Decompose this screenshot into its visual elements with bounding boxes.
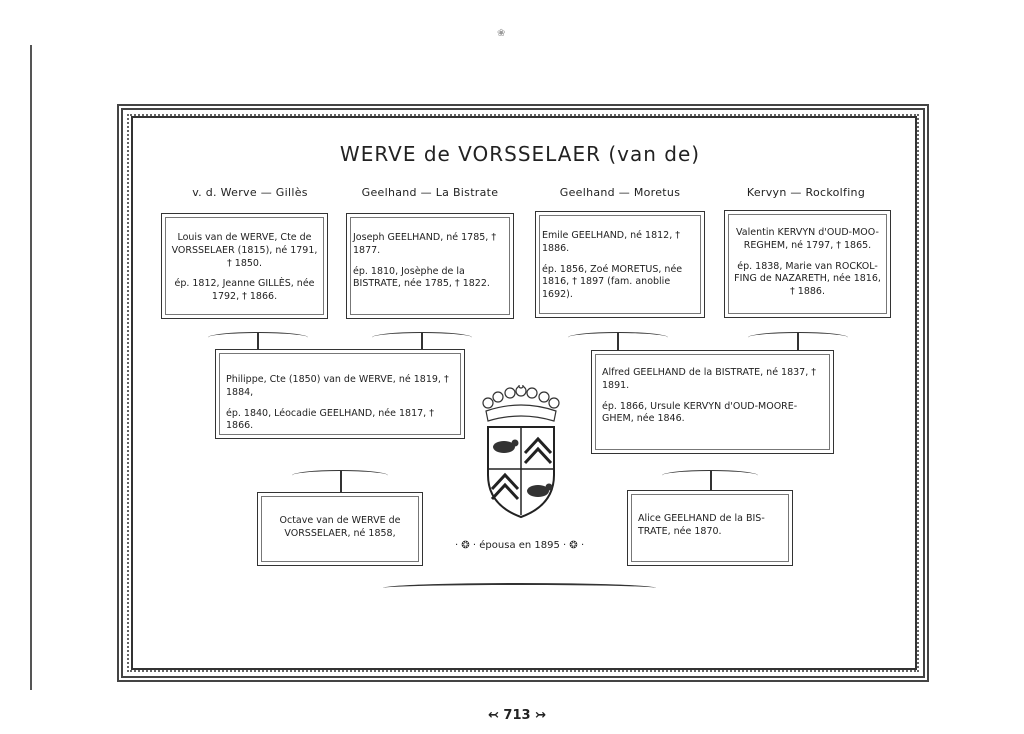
bottom-flourish (383, 583, 656, 593)
family-box-text: Joseph GEELHAND, né 1785, † 1877. (353, 232, 497, 256)
family-box-text: Alice GEELHAND de la BIS-TRATE, née 1870. (638, 513, 765, 537)
top-ornament-mark: ❀ (497, 28, 506, 39)
coat-of-arms (478, 385, 564, 525)
family-box-gen1-3 (535, 211, 705, 318)
family-box-text: Emile GEELHAND, né 1812, † 1886. (542, 230, 681, 254)
family-box-gen2-2 (591, 350, 834, 454)
column-heading-3: Geelhand — Moretus (559, 186, 681, 199)
scan-edge-line (30, 45, 32, 690)
page-title: WERVE de VORSSELAER (van de) (339, 142, 701, 166)
family-box-text: Louis van de WERVE, Cte de VORSSELAER (1815), né 1791, † 1850. (171, 232, 318, 269)
family-box-text: Alfred GEELHAND de la BISTRATE, né 1837, † 1891. (602, 367, 817, 391)
family-box-gen2-1 (215, 349, 465, 439)
family-box-text: ép. 1810, Josèphe de la BISTRATE, née 1785, † 1822. (353, 265, 490, 290)
page-number: ↢ 713 ↣ (488, 708, 546, 723)
marriage-note: · ❂ · épousa en 1895 · ❂ · (455, 540, 585, 551)
family-box-text: ép. 1838, Marie van ROCKOL-FING de NAZARETH, née 1816, † 1886. (734, 260, 881, 298)
family-box-gen3-2 (627, 490, 793, 566)
family-box-text: ép. 1866, Ursule KERVYN d'OUD-MOORE-GHEM, née 1846. (602, 400, 798, 425)
family-box-gen1-2 (346, 213, 514, 319)
column-heading-4: Kervyn — Rockolfing (746, 186, 866, 199)
family-box-text: ép. 1840, Léocadie GEELHAND, née 1817, † 1866. (226, 407, 434, 432)
connector-stem (340, 471, 342, 493)
family-box-text: Philippe, Cte (1850) van de WERVE, né 1819, † 1884, (226, 374, 449, 398)
family-box-text: ép. 1856, Zoé MORETUS, née 1816, † 1897 (fam. anoblie 1692). (542, 263, 683, 301)
family-box-gen1-4 (724, 210, 891, 318)
connector-stem (797, 333, 799, 351)
column-heading-2: Geelhand — La Bistrate (361, 186, 499, 199)
family-box-gen1-1 (161, 213, 328, 319)
connector-stem (617, 333, 619, 351)
family-box-text: ép. 1812, Jeanne GILLÈS, née 1792, † 1866. (174, 278, 315, 303)
column-heading-1: v. d. Werve — Gillès (192, 186, 308, 199)
family-box-gen3-1 (257, 492, 423, 566)
family-box-text: Valentin KERVYN d'OUD-MOO-REGHEM, né 1797, † 1865. (736, 227, 879, 251)
family-box-text: Octave van de WERVE de VORSSELAER, né 1858, (279, 515, 401, 539)
crown-icon (483, 385, 559, 421)
